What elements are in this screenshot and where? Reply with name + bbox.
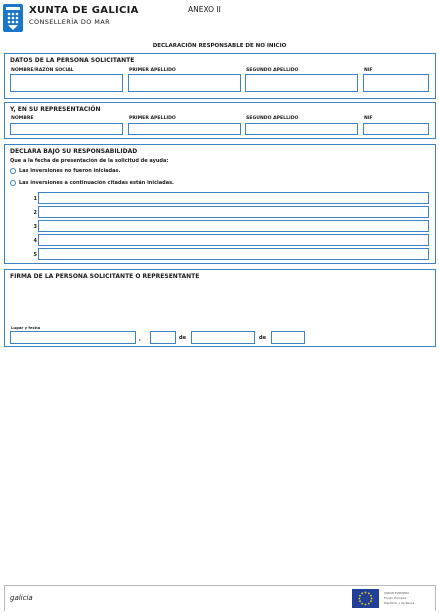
row-number: 4: [33, 238, 37, 244]
brand-name: XUNTA DE GALICIA: [29, 5, 139, 16]
applicant-name-field[interactable]: [10, 74, 123, 92]
year-field[interactable]: [271, 331, 305, 344]
option-started-label: Las inversiones a continuación citadas están iniciadas.: [19, 180, 174, 186]
xunta-logo-icon: [3, 4, 23, 32]
investment-row-field[interactable]: [38, 220, 429, 232]
day-field[interactable]: [150, 331, 176, 344]
declaration-section-title: DECLARA BAJO SU RESPONSABILIDAD: [10, 148, 138, 155]
nif-label: NIF: [364, 68, 373, 73]
comma-separator: ,: [139, 336, 141, 342]
eu-text-line2: Fondo Europeo: [384, 596, 407, 600]
row-number: 3: [33, 224, 37, 230]
investment-row-field[interactable]: [38, 248, 429, 260]
rep-name-label: NOMBRE: [11, 116, 34, 121]
investment-row-field[interactable]: [38, 206, 429, 218]
declaration-question: Que a la fecha de presentación de la solicitud de ayuda:: [10, 158, 169, 164]
eu-flag-icon: [352, 589, 379, 608]
rep-second-surname-label: SEGUNDO APELLIDO: [246, 116, 299, 121]
applicant-nif-field[interactable]: [363, 74, 429, 92]
department-name: CONSELLERÍA DO MAR: [29, 18, 111, 26]
eu-text-line3: Marítimo y de Pesca: [384, 601, 415, 605]
representative-section-title: Y, EN SU REPRESENTACIÓN: [10, 106, 101, 113]
row-number: 2: [33, 210, 37, 216]
galicia-logo: galicia: [10, 594, 33, 602]
document-title: DECLARACIÓN RESPONSABLE DE NO INICIO: [152, 43, 287, 49]
investment-row-field[interactable]: [38, 234, 429, 246]
month-field[interactable]: [191, 331, 255, 344]
investment-row-field[interactable]: [38, 192, 429, 204]
applicant-second-surname-field[interactable]: [245, 74, 358, 92]
de-separator: de: [179, 335, 186, 341]
first-surname-label: PRIMER APELLIDO: [129, 68, 176, 73]
rep-nif-label: NIF: [364, 116, 373, 121]
applicant-first-surname-field[interactable]: [128, 74, 241, 92]
rep-name-field[interactable]: [10, 123, 123, 135]
applicant-section-title: DATOS DE LA PERSONA SOLICITANTE: [10, 57, 135, 64]
rep-second-surname-field[interactable]: [245, 123, 358, 135]
place-field[interactable]: [10, 331, 136, 344]
option-not-started-radio[interactable]: [10, 168, 16, 174]
de-separator: de: [259, 335, 266, 341]
rep-first-surname-field[interactable]: [128, 123, 241, 135]
option-started-radio[interactable]: [10, 180, 16, 186]
signature-section-title: FIRMA DE LA PERSONA SOLICITANTE O REPRESENTANTE: [10, 273, 200, 280]
applicant-section: [4, 53, 436, 99]
row-number: 1: [33, 196, 37, 202]
name-label: NOMBRE/RAZÓN SOCIAL: [11, 68, 74, 73]
rep-first-surname-label: PRIMER APELLIDO: [129, 116, 176, 121]
declaration-section: [4, 144, 436, 264]
representative-section: [4, 102, 436, 139]
second-surname-label: SEGUNDO APELLIDO: [246, 68, 299, 73]
annex-label: ANEXO II: [188, 5, 221, 14]
place-date-label: Lugar y fecha: [11, 325, 41, 330]
row-number: 5: [33, 252, 37, 258]
option-not-started-label: Las inversiones no fueron iniciadas.: [19, 168, 121, 174]
signature-section: [4, 269, 436, 347]
eu-text-line1: UNIÓN EUROPEA: [384, 591, 410, 595]
rep-nif-field[interactable]: [363, 123, 429, 135]
